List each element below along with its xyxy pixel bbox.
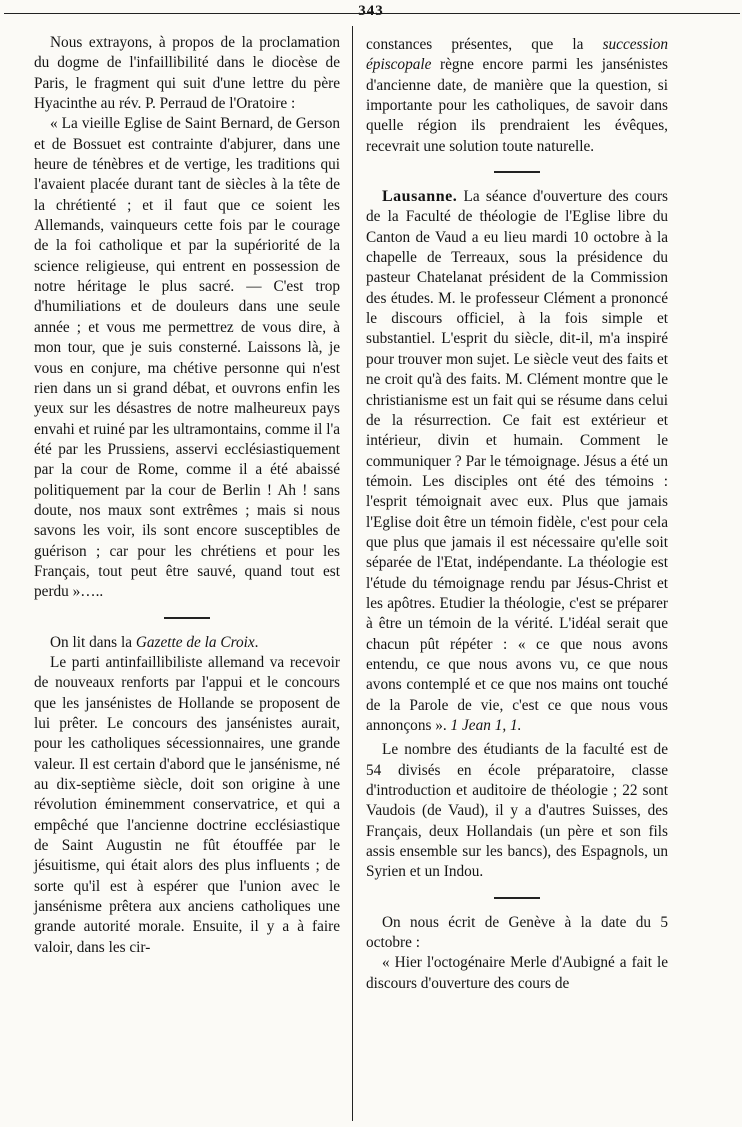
lausanne-text: La séance d'ouverture des cours de la Faculté de théologie de l'Eglise libre du Canton de Vaud a eu lieu mardi 10 octobre à la chapelle de Terreaux, sous la présidence du pasteur Chatelanat président de la Commission des études. M. le professeur Clément a prononcé le discours officiel, à la fois simple et substantiel. L'esprit du siècle, dit-il, m'a inspiré pour trouver mon sujet. Le siècle veut des faits et ne croit qu'à des faits. M. Clément montre que le christianisme est un fait qui se résume dans celui de la résurrection. Ce fait est extérieur et intérieur, divin et humain. Comment le communiquer ? Par le témoignage. Jésus a été un témoin. Les disciples ont été des témoins : l'esprit témoignait avec eux. Plus que jamais l'Eglise doit être un témoin fidèle, c'est pour cela que plus que jamais il est nécessaire qu'elle soit séparée de l'Etat, indépendante. La théologie est l'étude du témoignage rendu par Jésus-Christ et les apôtres. Etudier la théologie, c'est se préparer à être un témoin de la vérité. L'idéal serait que chacun pût répéter : « ce que nous avons entendu, ce que nous avons vu, ce que nous avons contemplé et ce que nos mains ont touché de la Parole de vie, c'est ce que nous vous annonçons ». [366,188,668,734]
gazette-article: Le parti antinfaillibiliste allemand va recevoir de nouveaux renforts par l'appui et le concours que les jansénistes de Hollande se proposent de lui prêter. Le concours des jansénistes aurait, pour les catholiques sécessionnaires, une grande valeur. Il est certain d'abord que le jansénisme, né au dix-septième siècle, doit son origine à une révolution éminemment conservatrice, et qui a empêché que l'ancienne doctrine ecclésiastique de Saint Augustin ne fût étouffée par le jésuitisme, qui était alors des plus influents ; de sorte qu'il est à espérer que l'union avec le jansénisme prêtera aux anciens catholiques une grande autorité morale. Ensuite, il y a à faire valoir, dans les cir- [34,653,340,956]
continuation-text-a: constances présentes, que la [366,36,603,53]
students-paragraph: Le nombre des étudiants de la faculté est de 54 divisés en école préparatoire, classe d'introduction et auditoire de théologie ; 22 sont Vaudois (de Vaud), il y a d'autres Suisses, des Français, deux Hollandais (un père et son fils assis ensemble sur les bancs), des Espagnols, un Syrien et un Indou. [366,741,668,881]
city-heading: Lausanne. [382,188,458,206]
lausanne-paragraph [366,187,668,736]
continuation-italic: succession épiscopale [366,36,668,74]
geneva-paragraph: On nous écrit de Genève à la date du 5 octobre : [366,913,668,952]
continuation-text-b: règne encore parmi les jansénistes d'ancienne date, de manière que la question, si importante pour les catholiques, de savoir dans quelle région ils prendraient les évêques, recevrait une solution toute naturelle. [366,56,668,155]
left-column [34,33,340,958]
page-number: 343 [358,3,384,19]
gazette-prefix: On lit dans la [50,633,136,651]
gazette-suffix: . [254,633,259,651]
section-separator [494,171,540,173]
hyacinthe-quote: « La vieille Eglise de Saint Bernard, de Gerson et de Bossuet est contrainte d'abjurer, dans une heure de ténèbres et de vertige, les traditions qui l'avaient placée durant tant de siècles à la tête de la chrétienté ; et il faut que ce soient les Allemands, vainqueurs cette fois par le courage de la foi catholique et par la supériorité de la science religieuse, qui entrent en possession de notre héritage le plus sacré. — C'est trop d'humiliations et de douleurs dans une seule année ; et vous me permettrez de vous dire, à mon tour, que je suis consterné. Laissons là, je vous en conjure, ma chétive personne qui n'est rien dans un si grand débat, et ouvrons enfin les yeux sur les désastres de notre malheureux pays envahi et ruiné par les ultramontains, comme il l'a été par les Prussiens, asservi ecclésiastiquement par la cour de Rome, comme il a été abaissé politiquement par la cour de Berlin ! Ah ! sans doute, nos maux sont extrêmes ; mais si nous savons les voir, ils sont encore susceptibles de guérison ; car pour les chrétiens et pour les Français, tout peut être sauvé, quand tout est perdu »….. [34,115,340,601]
top-rule [4,13,740,14]
intro-paragraph: Nous extrayons, à propos de la proclamation du dogme de l'infaillibilité dans le diocèse de Paris, le fragment qui suit d'une lettre du père Hyacinthe au rév. P. Perraud de l'Oratoire : [34,34,340,113]
bible-citation: 1 Jean 1, 1. [450,717,522,734]
right-column [366,35,668,994]
section-separator [164,617,210,619]
section-separator [494,897,540,899]
gazette-title: Gazette de la Croix [135,633,255,651]
column-divider [352,26,353,1121]
gazette-intro [34,633,340,653]
continuation-paragraph [366,35,668,157]
geneva-quote: « Hier l'octogénaire Merle d'Aubigné a fait le discours d'ouverture des cours de [366,954,668,992]
